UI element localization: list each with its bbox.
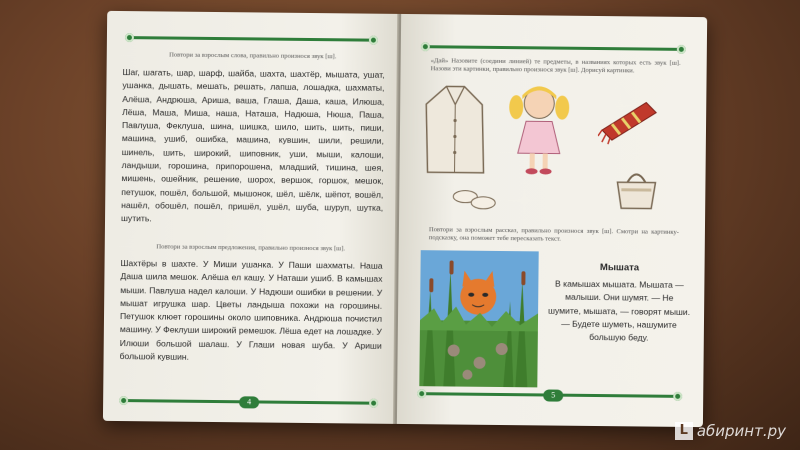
decor-dot bbox=[677, 45, 686, 54]
decor-dot bbox=[369, 399, 378, 408]
story-title: Мышата bbox=[599, 262, 640, 274]
instruction-story: Повтори за взрослым рассказ, правильно произнося звук [ш]. Смотри на картинку-подсказку, она поможет тебе пересказать текст. bbox=[428, 226, 679, 243]
coat-picture bbox=[424, 82, 487, 177]
instruction-sentences: Повтори за взрослым предложения, правильно произнося звук [ш]. bbox=[156, 243, 346, 253]
girl-picture bbox=[503, 81, 574, 180]
word-list: Шаг, шагать, шар, шарф, шайба, шахта, шахтёр, мышата, ушат, ушанка, дышать, мешать, решать, лапша, лошадка, шахматы, Алёша, Андрюша, Ариша, ваша, Глаша, Даша, каша, Илюша, Лёша, Маша, Миша, наша, Наташа, Надюша, Нюша, Паша, Павлуша, Феклуша, шина, шишка, шило, шить, шить, пиши, машина, ушиб, ошибка, машина, кувшин, шили, решили, шинель, шить, широкий, шиповник, уши, мыши, калоши, ландыши, горошина, припорошена, младший, тишина, шея, мишень, ошейник, решение, шорох, вершок, горшок, мешок, петушок, пошёл, большой, мышонок, шёл, шёлк, шёпот, вошёл, нашёл, обошёл, пошёл, пришёл, ушёл, шуба, шуруп, шутка, шутить. bbox=[120, 67, 385, 224]
decor-dot bbox=[673, 392, 682, 401]
labirint-logo-icon: L bbox=[675, 422, 693, 440]
handbag-picture bbox=[613, 166, 659, 210]
left-page bbox=[103, 11, 399, 424]
page-number: 4 bbox=[239, 396, 259, 408]
sentences-text: Шахтёры в шахте. У Миши ушанка. У Паши шахматы. Наша Даша шила мешок. Алёша ел кашу. У Наташи ушиб. В камышах мыши. Павлуша надел калоши. У Надюши ошибки в решении. У мышат игрушка шар. Цветы ландыша похожи на горошины. Петушок клюет горошины около шиповника. Андрюша почистил машину. У Феклуши широкий ремешок. Лёша едет на лошадке. У Илюши большой шалаш. У Глаши новая шуба. У Ариши большой кувшин. bbox=[119, 258, 383, 362]
instruction-words: Повтори за взрослым слова, правильно произнося звук [ш]. bbox=[169, 51, 337, 61]
top-decor-bar bbox=[425, 45, 683, 51]
story-text: В камышах мышата. Мышата — малыши. Они шумят. — Не шумите, мышата, — говорят мыши. — Будете шуметь, нашумите большую беду. bbox=[548, 278, 691, 343]
cat-mice-illustration bbox=[419, 250, 538, 387]
instruction-pictures: «Дай» Назовите (соедини линией) те предметы, в названиях которых есть звук [ш]. Назови эти картинки, правильно произнося звук [ш]. Дорисуй картинки. bbox=[430, 57, 681, 75]
decor-dot bbox=[421, 42, 430, 51]
decor-dot bbox=[125, 33, 134, 42]
decor-dot bbox=[119, 396, 128, 405]
right-page bbox=[397, 14, 707, 427]
open-book bbox=[103, 11, 707, 437]
page-number: 5 bbox=[543, 389, 563, 401]
decor-dot bbox=[369, 36, 378, 45]
scarf-picture bbox=[598, 96, 663, 147]
watermark-text: абиринт.ру bbox=[696, 422, 786, 440]
top-decor-bar bbox=[129, 36, 375, 42]
slippers-picture bbox=[451, 182, 499, 211]
decor-dot bbox=[417, 389, 426, 398]
labirint-watermark bbox=[675, 422, 786, 440]
